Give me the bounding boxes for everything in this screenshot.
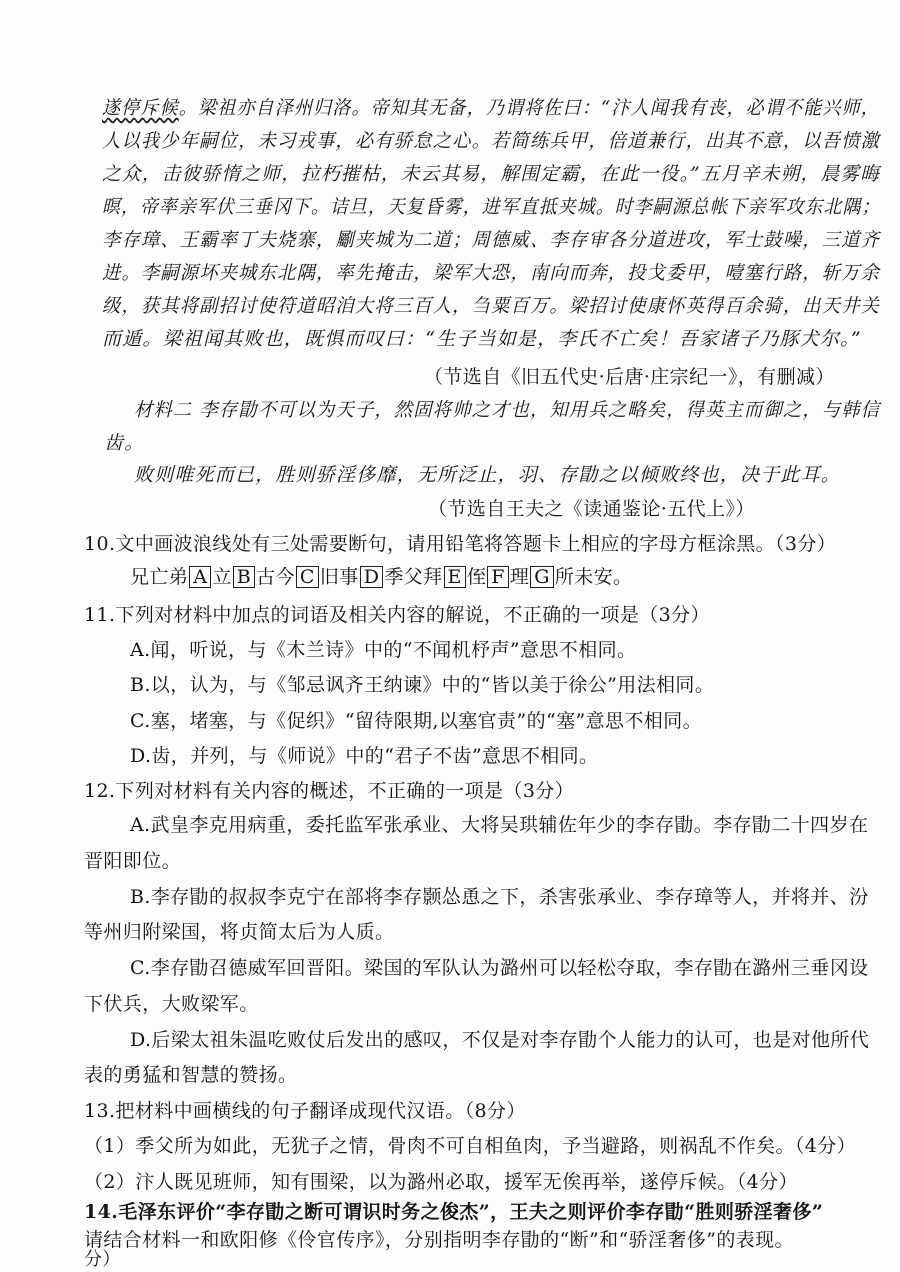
material1-line-1: 遂停斥候。梁祖亦自泽州归洛。帝知其无备，乃谓将佐曰：“汴人闻我有丧，必谓不能兴师，: [102, 97, 880, 119]
question-12-option-d: D.后梁太祖朱温吃败仗后发出的感叹，不仅是对李存勖个人能力的认可，也是对他所代: [130, 1029, 870, 1051]
question-12-option-a-cont: 晋阳即位。: [84, 850, 182, 872]
break-box-b[interactable]: B: [233, 566, 255, 588]
question-11-option-d: D.齿，并列，与《师说》中的“君子不齿”意思不相同。: [130, 745, 599, 767]
question-14-line-1: 14.毛泽东评价“李存勖之断可谓识时务之俊杰”，王夫之则评价李存勖“胜则骄淫奢侈”: [84, 1201, 824, 1223]
question-13-sentence-2: （2）汴人既见班师，知有围梁，以为潞州必取，援军无俟再举，遂停斥候。（4分）: [84, 1171, 798, 1193]
material1-source: （节选自《旧五代史·后唐·庄宗纪一》，有删减）: [424, 366, 835, 388]
question-11-stem: 11.下列对材料中加点的词语及相关内容的解说，不正确的一项是（3分）: [84, 604, 710, 626]
question-12-option-c-cont: 下伏兵，大败梁军。: [84, 993, 259, 1015]
question-13-stem: 13.把材料中画横线的句子翻译成现代汉语。（8分）: [84, 1100, 526, 1122]
material2-line-2: 齿。: [104, 432, 145, 454]
break-box-e[interactable]: E: [444, 566, 466, 588]
question-12-option-a: A.武皇李克用病重，委托监军张承业、大将吴珙辅佐年少的李存勖。李存勖二十四岁在: [130, 814, 869, 836]
material1-line-8: 而遁。梁祖闻其败也，既惧而叹曰：“生子当如是，李氏不亡矣！吾家诸子乃豚犬尔。”: [102, 328, 862, 350]
question-11-option-c: C.塞，堵塞，与《促织》“留待限期,以塞官责”的“塞”意思不相同。: [130, 710, 702, 732]
question-11-option-b: B.以，认为，与《邹忌讽齐王纳谏》中的“皆以美于徐公”用法相同。: [130, 674, 715, 696]
question-12-stem: 12.下列对材料有关内容的概述，不正确的一项是（3分）: [84, 780, 575, 802]
wavy-underlined-text: 遂停斥候: [102, 97, 179, 119]
material1-line-4: 暝，帝率亲军伏三垂冈下。诘旦，天复昏雾，进军直抵夹城。时李嗣源总帐下亲军攻东北隅；: [102, 196, 881, 218]
material2-line-3: 败则唯死而已，胜则骄淫侈靡，无所泛止，羽、存勖之以倾败终也，决于此耳。: [134, 464, 842, 486]
question-14-line-2: 请结合材料一和欧阳修《伶官传序》，分别指明李存勖的“断”和“骄淫奢侈”的表现。: [84, 1229, 794, 1251]
question-12-option-d-cont: 表的勇猛和智慧的赞扬。: [84, 1064, 298, 1086]
material2-line-1: 材料二 李存勖不可以为天子，然固将帅之才也，知用兵之略矣，得英主而御之，与韩信: [134, 399, 881, 421]
material1-line-3: 之众，击彼骄惰之师，拉朽摧枯，未云其易，解围定霸，在此一役。”五月辛未朔，晨雾晦: [102, 163, 881, 185]
material1-line-2: 人以我少年嗣位，未习戎事，必有骄怠之心。若简练兵甲，倍道兼行，出其不意，以吾愤激: [102, 130, 881, 152]
question-12-option-c: C.李存勖召德威军回晋阳。梁国的军队认为潞州可以轻松夺取，李存勖在潞州三垂冈设: [130, 957, 869, 979]
material1-line-7: 级，获其将副招讨使符道昭洎大将三百人，刍粟百万。梁招讨使康怀英得百余骑，出天井关: [102, 295, 881, 317]
material2-source: （节选自王夫之《读通鉴论·五代上》）: [428, 498, 755, 520]
question-11-option-a: A.闻，听说，与《木兰诗》中的“不闻机杼声”意思不相同。: [130, 639, 637, 661]
question-14-line-3: 分）: [84, 1249, 121, 1270]
question-13-sentence-1: （1）季父所为如此，无犹子之情，骨肉不可自相鱼肉，予当避路，则祸乱不作矣。（4分）: [84, 1135, 857, 1157]
break-box-g[interactable]: G: [530, 566, 554, 588]
break-box-d[interactable]: D: [360, 566, 384, 588]
question-12-option-b: B.李存勖的叔叔李克宁在部将李存颢怂恿之下，杀害张承业、李存璋等人，并将并、汾: [130, 886, 869, 908]
question-10-sentence: 兄亡弟 A 立 B 古今 C 旧事 D 季父拜 E 侄 F 理 G 所未安。: [130, 566, 633, 588]
break-box-f[interactable]: F: [487, 566, 509, 588]
break-box-a[interactable]: A: [189, 566, 211, 588]
material1-line-5: 李存璋、王霸率丁夫烧寨，劚夹城为二道；周德威、李存审各分道进攻，军士鼓噪，三道齐: [102, 229, 881, 251]
question-10-stem: 10.文中画波浪线处有三处需要断句，请用铅笔将答题卡上相应的字母方框涂黑。（3分）: [84, 533, 837, 555]
material1-line-6: 进。李嗣源坏夹城东北隅，率先掩击，梁军大恐，南向而奔，投戈委甲，噎塞行路，斩万余: [102, 262, 881, 284]
break-box-c[interactable]: C: [296, 566, 319, 588]
question-12-option-b-cont: 等州归附梁国，将贞简太后为人质。: [84, 921, 395, 943]
